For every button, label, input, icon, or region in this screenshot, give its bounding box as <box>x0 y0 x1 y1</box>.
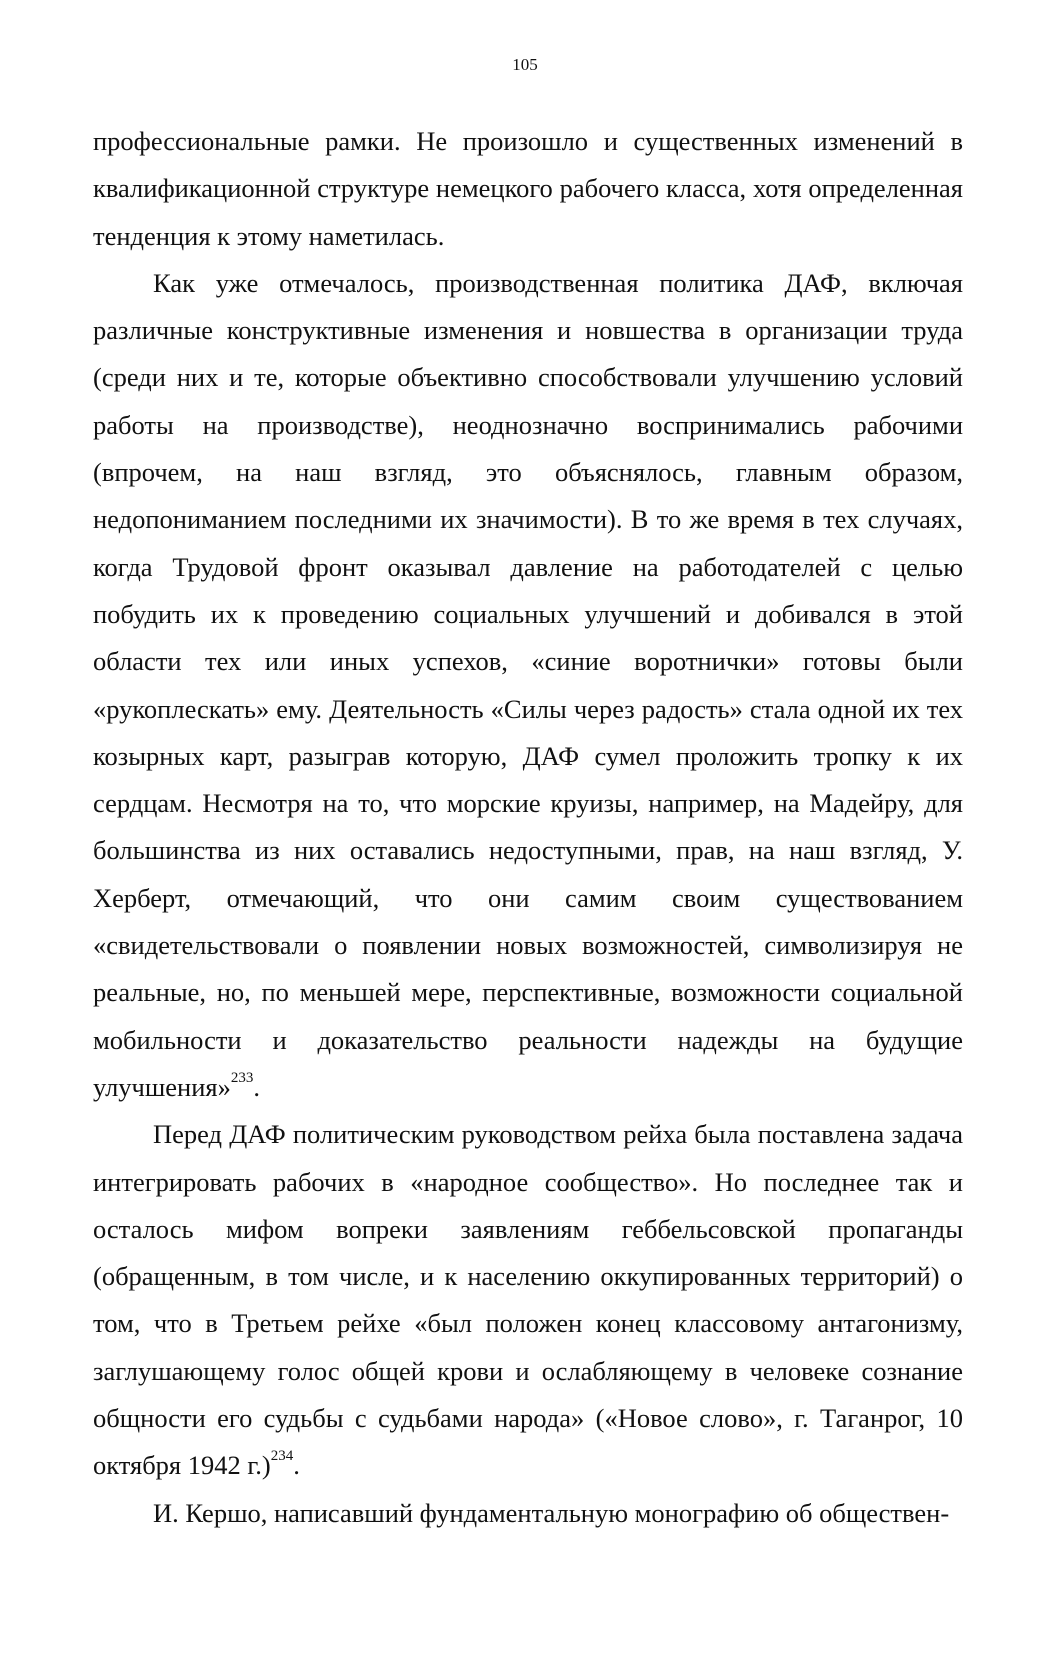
paragraph-3-tail: . <box>293 1450 300 1481</box>
paragraph-2 <box>93 260 963 1111</box>
paragraph-2-text: Как уже отмечалось, производственная политика ДАФ, включая различные конструктивные изменения и новшества в организации труда (среди них и те, которые объективно способствовали улучшению условий работы на производстве), неоднозначно воспринимались рабочими (впрочем, на наш взгляд, это объяснялось, главным образом, недопониманием последними их значимости). В то же время в тех случаях, когда Трудовой фронт оказывал давление на работодателей с целью побудить их к проведению социальных улучшений и добивался в этой области тех или иных успехов, «синие воротнички» готовы были «рукоплескать» ему. Деятельность «Силы через радость» стала одной их тех козырных карт, разыграв которую, ДАФ сумел проложить тропку к их сердцам. Несмотря на то, что морские круизы, например, на Мадейру, для большинства из них оставались недоступными, прав, на наш взгляд, У. Херберт, отмечающий, что они самим своим существованием «свидетельствовали о появлении новых возможностей, символизируя не реальные, но, по меньшей мере, перспективные, возможности социальной мобильности и доказательство реальности надежды на будущие улучшения» <box>93 267 963 1102</box>
paragraph-4 <box>93 1490 963 1537</box>
page-number: 105 <box>512 55 538 74</box>
document-body <box>93 118 963 1537</box>
paragraph-1 <box>93 118 963 260</box>
paragraph-4-text: И. Кершо, написавший фундаментальную монографию об обществен- <box>153 1497 950 1528</box>
footnote-marker-234[interactable]: 234 <box>270 1448 294 1465</box>
paragraph-2-tail: . <box>253 1071 260 1102</box>
paragraph-1-text: профессиональные рамки. Не произошло и существенных изменений в квалификационной структуре немецкого рабочего класса, хотя определенная тенденция к этому наметилась. <box>93 126 963 251</box>
footnote-marker-233[interactable]: 233 <box>230 1069 254 1086</box>
paragraph-3 <box>93 1111 963 1489</box>
paragraph-3-text: Перед ДАФ политическим руководством рейха была поставлена задача интегрировать рабочих в «народное сообщество». Но последнее так и осталось мифом вопреки заявлениям геббельсовской пропаганды (обращенным, в том числе, и к населению оккупированных территорий) о том, что в Третьем рейхе «был положен конец классовому антагонизму, заглушающему голос общей крови и ослабляющему в человеке сознание общности его судьбы с судьбами народа» («Новое слово», г. Таганрог, 10 октября 1942 г.) <box>93 1119 963 1481</box>
